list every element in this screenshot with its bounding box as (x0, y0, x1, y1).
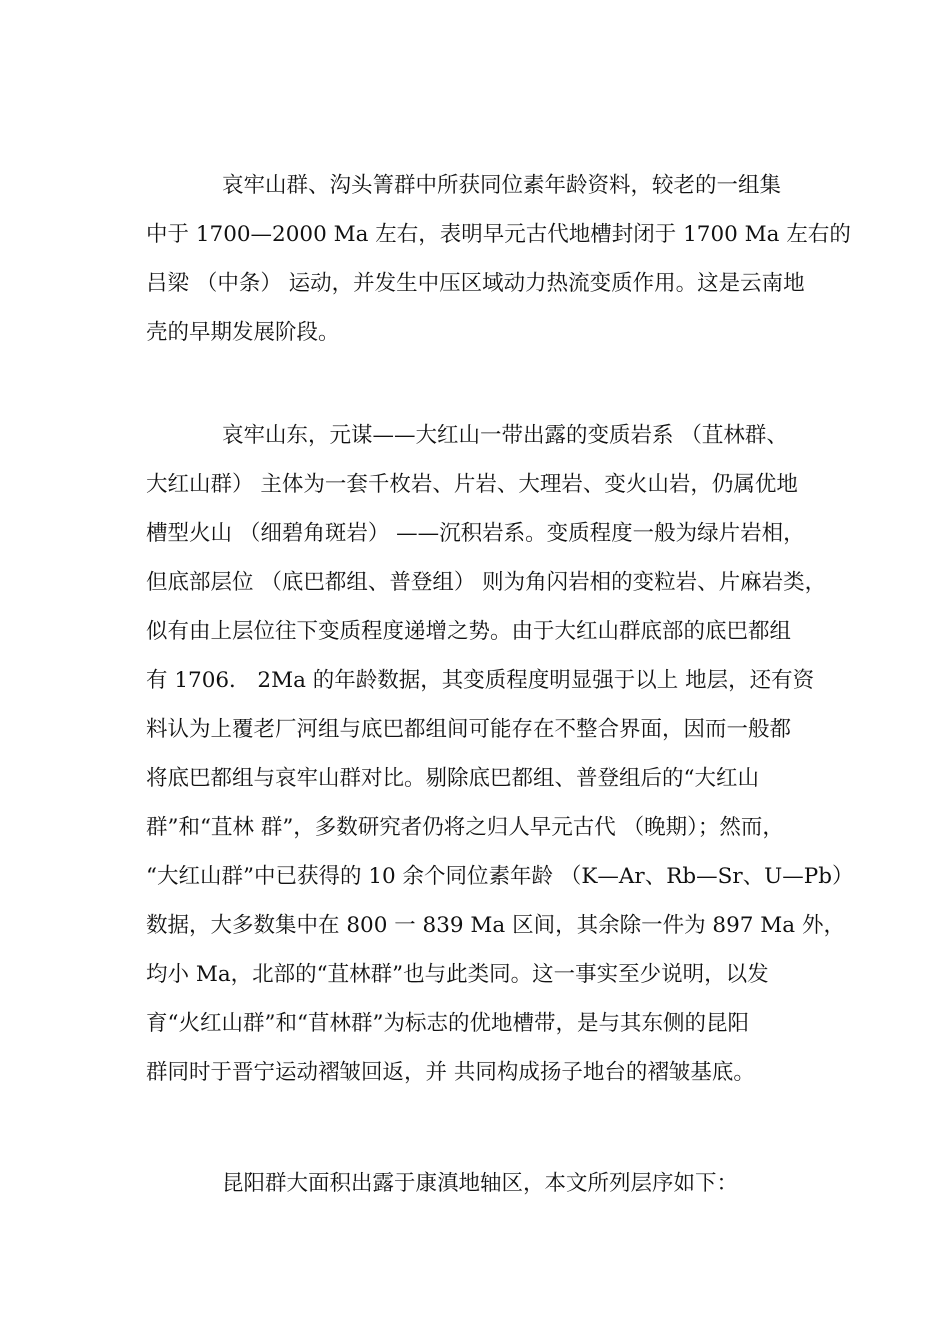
text-line: 将底巴都组与哀牢山群对比。剔除底巴都组、普登组后的“大红山 (146, 766, 759, 791)
text-line: 但底部层位 （底巴都组、普登组） 则为角闪岩相的变粒岩、片麻岩类， (146, 570, 827, 595)
text-line: 数据，大多数集中在 800 一 839 Ma 区间，其余除一件为 897 Ma 外， (146, 913, 845, 938)
text-line: 育“火红山群”和“苜林群”为标志的优地槽带，是与其东侧的昆阳 (146, 1011, 749, 1036)
paragraph-1 (146, 161, 851, 357)
text-line: 哀牢山东，元谋——大红山一带出露的变质岩系 （苴林群、 (222, 423, 788, 448)
text-line: 昆阳群大面积出露于康滇地轴区，本文所列层序如下： (222, 1171, 739, 1196)
text-line: “大红山群”中已获得的 10 余个同位素年龄 （K—Ar、Rb—Sr、U—Pb） (146, 864, 854, 889)
text-line: 均小 Ma，北部的“苴林群”也与此类同。这一事实至少说明，以发 (146, 962, 769, 987)
text-line: 槽型火山 （细碧角斑岩） ——沉积岩系。变质程度一般为绿片岩相， (146, 521, 805, 546)
paragraph-3 (146, 1159, 818, 1208)
text-line: 群”和“苴林 群”，多数研究者仍将之归人早元古代 （晚期）；然而， (146, 815, 784, 840)
text-line: 大红山群） 主体为一套千枚岩、片岩、大理岩、变火山岩，仍属优地 (146, 472, 798, 497)
text-line: 哀牢山群、沟头箐群中所获同位素年龄资料，较老的一组集 (222, 173, 782, 198)
text-line: 壳的早期发展阶段。 (146, 320, 340, 345)
text-line: 料认为上覆老厂河组与底巴都组间可能存在不整合界面，因而一般都 (146, 717, 792, 742)
text-line: 有 1706． 2Ma 的年龄数据，其变质程度明显强于以上 地层，还有资 (146, 668, 815, 693)
text-line: 似有由上层位往下变质程度递增之势。由于大红山群底部的底巴都组 (146, 619, 792, 644)
paragraph-2 (146, 411, 854, 1097)
text-line: 吕梁 （中条） 运动，并发生中压区域动力热流变质作用。这是云南地 (146, 271, 805, 296)
text-line: 中于 1700—2000 Ma 左右，表明早元古代地槽封闭于 1700 Ma 左右的 (146, 222, 851, 247)
text-line: 群同时于晋宁运动褶皱回返，并 共同构成扬子地台的褶皱基底。 (146, 1060, 755, 1085)
